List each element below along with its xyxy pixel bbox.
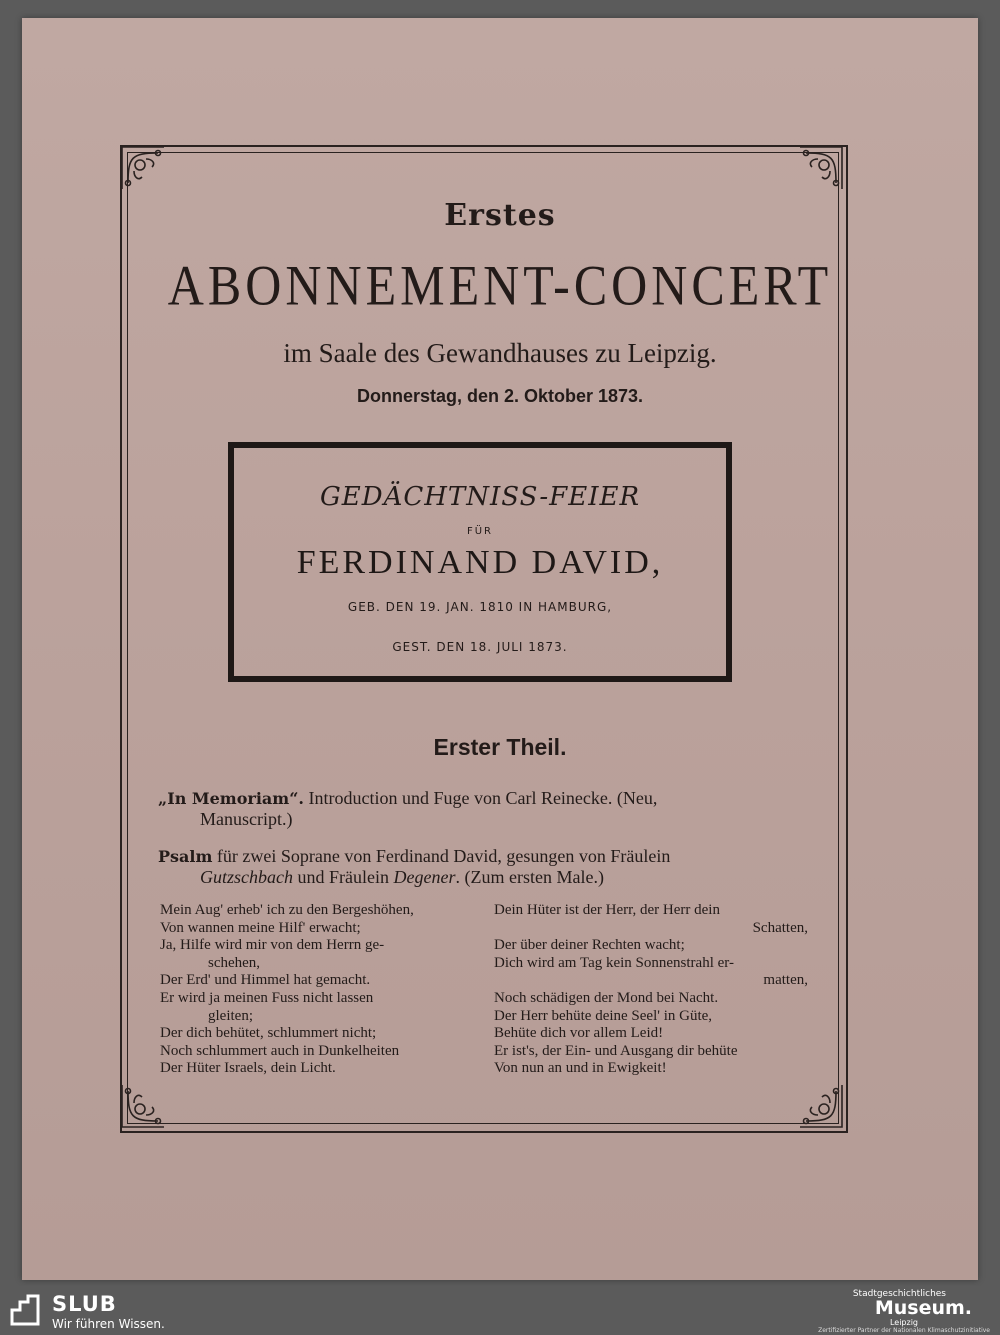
poem-line: Er ist's, der Ein- und Ausgang dir behüte: [494, 1042, 738, 1059]
poem-line: schehen,: [208, 954, 261, 971]
poem-line: Der über deiner Rechten wacht;: [494, 937, 685, 954]
item1-text-cont: Manuscript.): [200, 809, 293, 829]
poem-line: Dein Hüter ist der Herr, der Herr dein: [494, 902, 720, 918]
poem-line: Der Erd' und Himmel hat gemacht.: [160, 972, 371, 989]
museum-label-top: Stadtgeschichtliches: [852, 1289, 946, 1299]
poem-right-column: [494, 902, 814, 1078]
poem-line: Noch schädigen der Mond bei Nacht.: [494, 989, 719, 1006]
poem-line: Ja, Hilfe wird mir von dem Herrn ge-: [160, 937, 385, 954]
concert-date: Donnerstag, den 2. Oktober 1873.: [356, 386, 644, 406]
memorial-name: FERDINAND DAVID,: [296, 544, 664, 581]
poem-line: Er wird ja meinen Fuss nicht lassen: [160, 989, 374, 1006]
singer-2: Degener: [393, 867, 456, 887]
poem-line: Der Herr behüte deine Seel' in Güte,: [494, 1007, 713, 1024]
program-item-1: [158, 788, 806, 830]
heading-small: Erstes: [444, 198, 556, 233]
slub-name[interactable]: SLUB: [52, 1292, 117, 1316]
singer-1: Gutzschbach: [200, 867, 293, 887]
poem-line: Von nun an und in Ewigkeit!: [494, 1060, 667, 1077]
item2-text-end: . (Zum ersten Male.): [455, 867, 604, 887]
memorial-died: GEST. DEN 18. JULI 1873.: [392, 640, 568, 654]
museum-city: Leipzig: [889, 1318, 918, 1327]
item2-text-cont: [158, 867, 806, 888]
page-title: ABONNEMENT-CONCERT: [167, 252, 833, 318]
venue-subtitle: im Saale des Gewandhauses zu Leipzig.: [283, 338, 717, 368]
poem-line: Schatten,: [752, 919, 808, 936]
memorial-fuer: FÜR: [466, 526, 494, 537]
program-item-2: [158, 846, 806, 888]
corner-ornament-icon: [796, 1081, 846, 1131]
slub-logo-icon[interactable]: [8, 1294, 42, 1328]
poem-line: Behüte dich vor allem Leid!: [494, 1025, 664, 1042]
poem-line: Der dich behütet, schlummert nicht;: [160, 1025, 377, 1042]
slub-claim: Wir führen Wissen.: [52, 1317, 165, 1331]
poem-line: Der Hüter Israels, dein Licht.: [160, 1060, 336, 1077]
museum-name[interactable]: Museum.: [874, 1297, 972, 1319]
memorial-born: GEB. DEN 19. JAN. 1810 IN HAMBURG,: [347, 600, 613, 614]
item1-title: „In Memoriam“.: [158, 789, 304, 808]
corner-ornament-icon: [796, 143, 846, 193]
item2-title: Psalm: [158, 847, 213, 866]
poem-line: Von wannen meine Hilf' erwacht;: [160, 919, 361, 936]
memorial-box: [228, 442, 732, 682]
poem-line: Noch schlummert auch in Dunkelheiten: [160, 1042, 400, 1059]
poem-left-column: [160, 902, 478, 1078]
poem-line: Dich wird am Tag kein Sonnenstrahl er-: [494, 954, 734, 971]
item1-text: Introduction und Fuge von Carl Reinecke. (Neu,: [303, 788, 658, 808]
memorial-heading: GEDÄCHTNISS-FEIER: [319, 482, 641, 512]
poem-line: gleiten;: [208, 1007, 253, 1024]
part-title: Erster Theil.: [433, 734, 567, 760]
item2-und: und Fräulein: [293, 867, 394, 887]
item2-text: für zwei Soprane von Ferdinand David, gesungen von Fräulein: [212, 846, 671, 866]
poem-line: matten,: [763, 972, 808, 989]
corner-ornament-icon: [118, 143, 168, 193]
poem-line: Mein Aug' erheb' ich zu den Bergeshöhen,: [160, 902, 414, 918]
corner-ornament-icon: [118, 1081, 168, 1131]
viewer-footer: [0, 1286, 1000, 1335]
museum-partner-note: Zertifizierter Partner der Nationalen Klimaschutzinitiative: [818, 1327, 990, 1334]
